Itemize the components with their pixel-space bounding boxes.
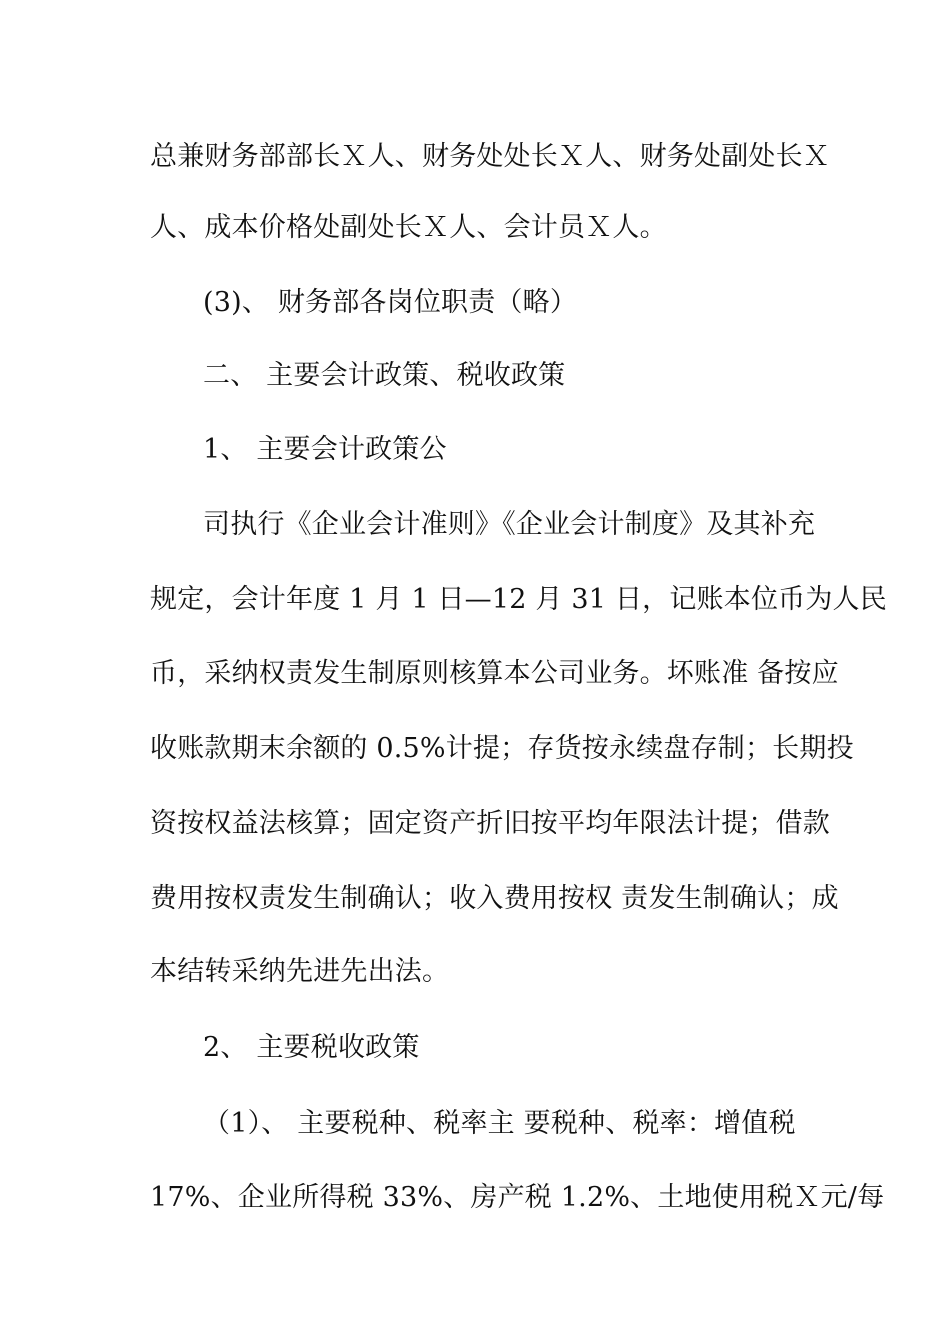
- text-line-2: 人、成本价格处副处长Ｘ人、会计员Ｘ人。: [150, 212, 667, 243]
- text-line-11: 费用按权责发生制确认；收入费用按权 责发生制确认；成: [150, 883, 839, 914]
- text-line-15: 17%、企业所得税 33%、房产税 1.2%、土地使用税Ｘ元/每: [150, 1182, 885, 1213]
- text-line-9: 收账款期末余额的 0.5%计提；存货按永续盘存制；长期投: [150, 733, 854, 764]
- text-line-10: 资按权益法核算；固定资产折旧按平均年限法计提；借款: [150, 808, 830, 839]
- chapter-2-heading: 二、 主要会计政策、税收政策: [203, 360, 566, 391]
- subsection-1-heading: 1、 主要会计政策公: [203, 434, 447, 465]
- text-line-1: 总兼财务部部长Ｘ人、财务处处长Ｘ人、财务处副处长Ｘ: [150, 141, 830, 172]
- subsection-2-heading: 2、 主要税收政策: [203, 1032, 420, 1063]
- text-line-12: 本结转采纳先进先出法。: [150, 956, 450, 987]
- text-line-7: 规定，会计年度 1 月 1 日—12 月 31 日，记账本位币为人民: [150, 584, 887, 615]
- text-line-8: 币，采纳权责发生制原则核算本公司业务。坏账准 备按应: [150, 658, 839, 689]
- section-3-heading: (3)、 财务部各岗位职责（略）: [203, 287, 578, 318]
- text-line-14: （1）、 主要税种、税率主 要税种、税率：增值税: [203, 1108, 796, 1139]
- text-line-6: 司执行《企业会计准则》《企业会计制度》及其补充: [203, 509, 816, 540]
